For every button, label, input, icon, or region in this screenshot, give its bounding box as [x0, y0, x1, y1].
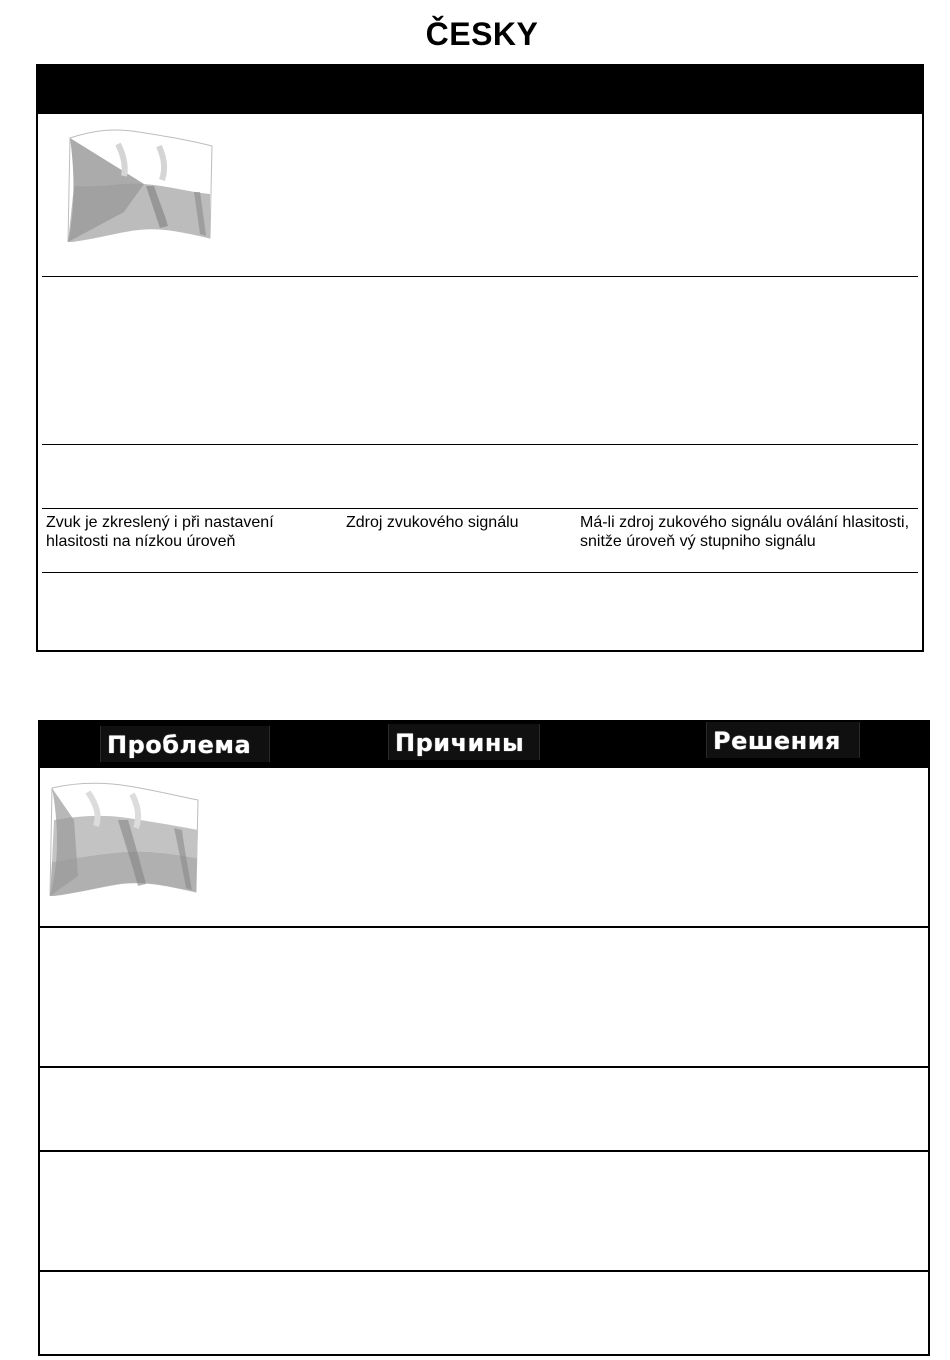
solution-cell: Má-li zdroj zukového signálu oválání hlasitosti, snitže úroveň vý stupniho signálu [580, 514, 910, 550]
row-divider [42, 276, 918, 277]
cause-cell: Zdroj zvukového signálu [346, 514, 519, 531]
row-divider [42, 444, 918, 445]
header-solutions: Решения [706, 722, 860, 758]
header-problem: Проблема [100, 726, 270, 762]
header-causes: Причины [388, 724, 540, 760]
row-divider [42, 508, 918, 509]
czech-troubleshooting-table [36, 64, 924, 652]
page-title: ČESKY [425, 16, 539, 52]
row-divider [40, 1270, 928, 1272]
row-divider [40, 926, 928, 928]
table-header-bar [38, 66, 922, 114]
russian-flag-icon [48, 780, 200, 896]
table-header-bar [40, 722, 928, 768]
russian-troubleshooting-table [38, 720, 930, 1356]
czech-flag-icon [64, 126, 214, 242]
problem-cell: Zvuk je zkreslený i při nastavení hlasitosti na nízkou úroveň [46, 514, 274, 550]
row-divider [40, 1150, 928, 1152]
row-divider [42, 572, 918, 573]
row-divider [40, 1066, 928, 1068]
